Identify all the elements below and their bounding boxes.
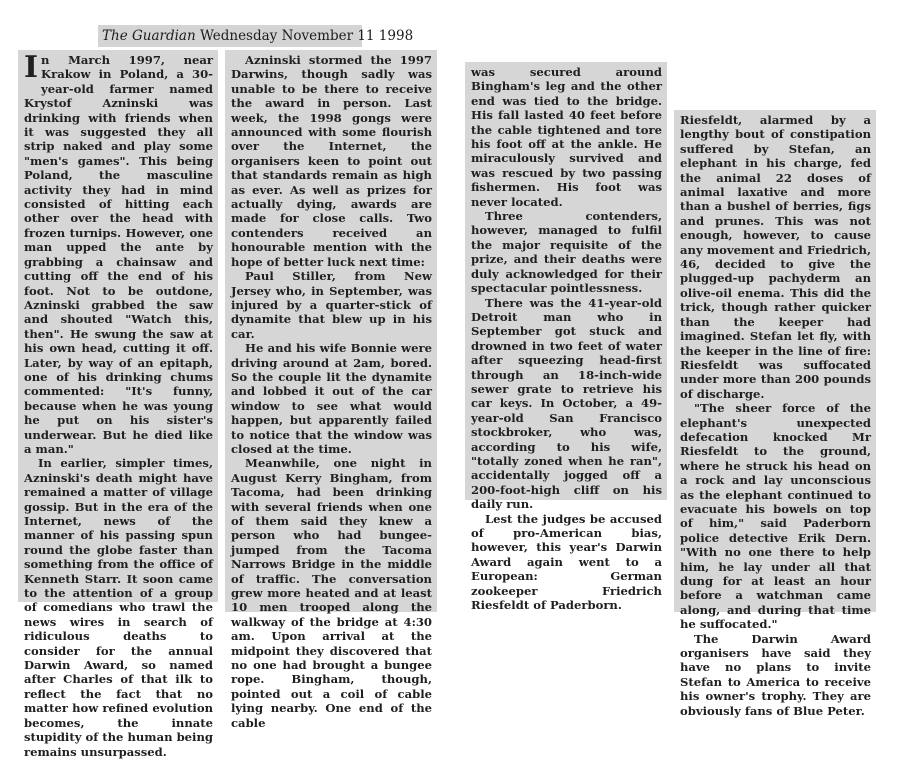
article-column-2 [225,50,437,730]
article-column-1 [18,50,218,759]
article-column-4 [674,110,876,718]
paragraph [24,50,213,456]
paragraph: "The sheer force of the elephant's unexpected defecation knocked Mr Riesfeldt to the ground, where he struck his head on a rock and lay unconscious as the elephant continued to evacuate his bowels on top of him," said Paderborn police detective Erik Dern. "With no one there to help him, he lay under all that dung for at least an hour before a watchman came along, and during that time he suffocated." [680,401,871,632]
paragraph: Azninski stormed the 1997 Darwins, though sadly was unable to be there to receive the award in person. Last week, the 1998 gongs were announced with some flourish over the Internet, the organisers keen to point out that standards remain as high as ever. As well as prizes for actually dying, awards are made for close calls. Two contenders received an honourable mention with the hope of better luck next time: [231,53,432,269]
paragraph: Three contenders, however, managed to fulfil the major requisite of the prize, and their deaths were duly acknowledged for their spectacular pointlessness. [471,209,662,296]
paragraph: Meanwhile, one night in August Kerry Bingham, from Tacoma, had been drinking with several friends when one of them said they knew a person who had bungee-jumped from the Tacoma Narrows Bridge in the middle of traffic. The conversation grew more heated and at least 10 men trooped along the walkway of the bridge at 4:30 am. Upon arrival at the midpoint they discovered that no one had brought a bungee rope. Bingham, though, pointed out a coil of cable lying nearby. One end of the cable [231,456,432,730]
paragraph: Paul Stiller, from New Jersey who, in September, was injured by a quarter-stick of dynamite that blew up in his car. [231,269,432,341]
paragraph-text: n March 1997, near Krakow in Poland, a 30-year-old farmer named Krystof Azninski was drinking with friends when it was suggested they all strip naked and play some "men's games". This being Poland, the masculine activity they had in mind consisted of hitting each other over the head with frozen turnips. However, one man upped the ante by grabbing a chainsaw and cutting off the end of his foot. Not to be outdone, Azninski grabbed the saw and shouted "Watch this, then". He swung the saw at his own head, cutting it off. Later, by way of an epitaph, one of his drinking chums commented: "It's funny, because when he was young he put on his sister's underwear. But he died like a man." [24,53,213,456]
paragraph: Riesfeldt, alarmed by a lengthy bout of constipation suffered by Stefan, an elephant in his charge, fed the animal 22 doses of animal laxative and more than a bushel of berries, figs and prunes. This was not enough, however, to cause any movement and Friedrich, 46, decided to give the plugged-up pachyderm an olive-oil enema. This did the trick, though rather quicker than the keeper had imagined. Stefan let fly, with the keeper in the line of fire: Riesfeldt was suffocated under more than 200 pounds of discharge. [680,113,871,401]
paragraph: In earlier, simpler times, Azninski's death might have remained a matter of village gossip. But in the era of the Internet, news of the manner of his passing spun round the globe faster than something from the office of Kenneth Starr. It soon came to the attention of a group of comedians who trawl the news wires in search of ridiculous deaths to consider for the annual Darwin Award, so named after Charles of that ilk to reflect the fact that no matter how refined evolution becomes, the innate stupidity of the human being remains unsurpassed. [24,456,213,759]
paragraph: There was the 41-year-old Detroit man who in September got stuck and drowned in two feet of water after squeezing head-first through an 18-inch-wide sewer grate to retrieve his car keys. In October, a 49-year-old San Francisco stockbroker, who was, according to his wife, "totally zoned when he ran", accidentally jogged off a 200-foot-high cliff on his daily run. [471,295,662,512]
newspaper-name: The Guardian [102,28,196,44]
paragraph: was secured around Bingham's leg and the other end was tied to the bridge. His fall lasted 40 feet before the cable tightened and tore his foot off at the ankle. He miraculously survived and was rescued by two passing fishermen. His foot was never located. [471,65,662,209]
paragraph: The Darwin Award organisers have said they have no plans to invite Stefan to America to receive his owner's trophy. They are obviously fans of Blue Peter. [680,631,871,718]
drop-cap: I [24,50,39,85]
paragraph: He and his wife Bonnie were driving around at 2am, bored. So the couple lit the dynamite and lobbed it out of the car window to see what would happen, but apparently failed to notice that the window was closed at the time. [231,341,432,456]
article-column-3 [465,62,667,613]
paragraph: Lest the judges be accused of pro-American bias, however, this year's Darwin Award again went to a European: German zookeeper Friedrich Riesfeldt of Paderborn. [471,511,662,613]
masthead [98,25,414,47]
publication-date: Wednesday November 11 1998 [199,28,414,44]
